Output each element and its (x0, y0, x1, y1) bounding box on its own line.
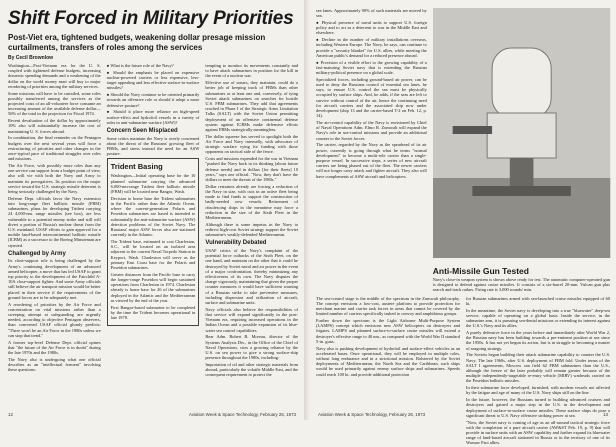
gun-housing (487, 113, 556, 158)
publication-line: Aviation Week & Space Technology, February 26, 1973 (318, 412, 426, 417)
left-page (0, 0, 304, 420)
body-paragraph: The Navy also is undergoing what one official describes as an "intellectual ferment" involving these questions: (8, 356, 101, 373)
right-top-columns (316, 8, 610, 296)
bullet-text: Decline in the number of military installations overseas, including Western Europe. The Navy, he says, can continue to provide a "security blanket" for U.S. allies, while meeting the American public's demand for a reduced presence abroad. (316, 37, 427, 58)
body-paragraph: A purely defensive force in the years before and immediately after World War 2, the Russian navy has been building towards a pre-eminent position at sea since the 1950s. It has not yet begun its action, but is in struggle to becoming a master of seagoing strategy. (466, 330, 610, 351)
body-paragraph: The dollar squeeze has served to spotlight both the Air Force and Navy internally, with advocates of strategic warfare vying for funding with those opponents on tactical side of the fence. (205, 133, 299, 155)
right-column-1-bottom (316, 296, 460, 447)
body-paragraph: Defense Dept. officials favor the Navy extension into long-range fleet ballistic missile (FBM) submarines, plans for developing Trident carrying 24 4,000-nm. range missiles (see box), are less vulnerable to a potential enemy strike and still will divert a portion of Russia's nuclear threat from the U.S. mainland. USAF efforts to gain approval for a mobile land-based intercontinental ballistic missile (ICBM) as a successor to the Boeing Minuteman are stymied. (8, 195, 101, 248)
body-paragraph: The carrier, regarded by the Navy as the spearhead of its air power, currently is going through what he terms "normal development" to become a multi-role carrier than a single-purpose vessel. In successive steps, a series of new aircraft carriers are being phased out of the fleet. The newer carriers will not longer carry attack and fighter aircraft. They also will have complements of ASW aircraft and helicopters. (316, 142, 427, 179)
body-paragraph: Its close-support role is being challenged by the Army's continuing development of an advanced armed helicopter, a move that has led USAF to grant top priority to the development of the Fairchild A-10A close-support fighter. And some Army officials still believe the air transport mission would be better placed in their service if the requirements of the ground forces are to be adequately met. (8, 258, 101, 300)
radar-dome (492, 48, 551, 118)
left-column-3 (205, 63, 298, 379)
body-paragraph: In the future, however, the Russians turned to building advanced cruisers and destroyers and gained a major step in the U.S. in the development and deployment of surface-to-surface cruise missiles. These surface ships do pose a significant threat to U.S. Navy offensive striking power at sea. (466, 397, 610, 418)
right-column-1-top (316, 8, 427, 296)
bullet-text: Should it place more reliance on high-speed surface-effect and hydrofoil vessels in a variety of roles in anti-submarine warfare (ASW)? (106, 109, 200, 125)
box-paragraph: Washington—Initial operating base for the 10 planned submarine carrying the advanced 6,000-nm-range Trident fleet ballistic missile (FBM) will be located near Bangor, Wash. (110, 173, 196, 194)
bullet-item: ● Should it place more reliance on high-speed surface-effect and hydrofoil vessels in a variety of roles in anti-submarine warfare (ASW)? (106, 109, 200, 125)
bullet-item: ● Decline in the number of military installations overseas, including Western Europe. The Navy, he says, can continue to provide a "security blanket" for U.S. allies, while meeting the American public's demand for a reduced presence abroad. (316, 37, 427, 58)
body-paragraph: tempting to monitor its movements constantly and to have attack submarines in position for the kill in the event of a nuclear war. (205, 63, 299, 79)
right-bottom-columns (316, 296, 610, 447)
article-deck: Post-Viet era, tightened budgets, weakening dollar presage mission curtailments, transfers of roles among the services (8, 33, 266, 52)
gun-barrel (452, 126, 491, 134)
page-footer-right (318, 412, 608, 417)
bullet-item: ● Provision of a visible effort to the growing capability of a fast-maturing Soviet navy that is extending the Russian military-political presence on a global scale. (316, 59, 427, 76)
page-number: 12 (8, 412, 13, 417)
bullet-item: ● Should the emphasis be placed on expensive nuclear-powered carriers or less expensive, less-target appealing and less effective surface-to-surface missiles? (106, 69, 200, 91)
body-paragraph: Dollar restraints already are forcing a reduction of the Navy in size, with cuts in an active fleet being made to find funds to support the construction of badly-needed new vessels. Retirement of obsolescing ships in the meantime may force a reduction in the size of the Sixth Fleet in the Mediterranean. (205, 183, 299, 221)
body-paragraph: Effective use of sonars, they maintain, could do a better job of keeping track of FBMs than other submarines or at least one and, conversely, of tying Soviet attack submarines on searches for hostile U.S. FBM submarines. They add that agreements reached in Phase I of the Strategic Arms Limitation Talks (SALT) with the Soviet Union permitting deployment of an offensive continental defense system against ICBMs make defensive efforts against FBMs strategically meaningless. (205, 80, 299, 133)
section-subhead: Challenged by Army (8, 250, 66, 257)
body-paragraph: A reordering of priorities by the Air Force and concentration on vital missions rather than a sweeping attempt at safeguarding are urgently needed, according to objective Pentagon observers, than concerned USAF official glumly predicts: "There won't be an Air Force in the 1980s unless we can stop that trend." (8, 301, 101, 338)
body-paragraph: Navy also is pushing development of hydrofoil and surface-effect vehicles as an accelerated bases. Once operational, they will be employed in multiple roles, without long endurance and in a strictional mission. Bolstered by the Soviet deployments of Mediterranean, the North Sea and the Caribbean, such ships would be used primarily against enemy surface ships and submarines. Speeds could reach 100 kt. and provide additional protection (316, 345, 460, 377)
body-paragraph: sea lanes. Approximately 90% of such materials are moved by sea. (316, 8, 427, 19)
body-paragraph: Navy officials also believe the responsibilities of that service will expand significantly in the post-Vietnam era, requiring increased operations in the Indian Ocean and a possible expansion of its blue-water sea control capabilities. (205, 306, 299, 333)
body-paragraph: Specialized forces, including ground-based air power, can be used to deny the Russians control of essential sea lanes, he says, to ensure U.S. control the sea must be physically occupied by surface ships. And, he adds, if the seas are left to survive without control of the air, hence the continuing need for aircraft carriers and the associated ship now under development (ship 13 and the carrier-based T-2 on Feb. 12, p. 14). (316, 76, 427, 119)
box-paragraph: First Bangor-based submarine to be completed by the time the Trident becomes operational in late 1978. (110, 304, 196, 320)
section-subhead: Concern Seen Misplaced (106, 128, 178, 135)
bullet-item: ● Physical presence of naval units to support U.S. foreign policy and to act as a deterrent to war in the Middle East and elsewhere. (316, 20, 427, 36)
body-paragraph: The Air Force, with possibly more roles than any one service can support from a budget point of view, also will vie with both the Navy and Army to maintain its prerogatives. Its position on the major service toward the U.S. strategic missile deterrent is being seriously challenged by the Navy. (8, 163, 101, 195)
right-page (310, 0, 616, 446)
left-column-2 (107, 63, 200, 379)
body-paragraph: Washington—Post-Vietnam era for the U. S. coupled with tightened defense budgets, increasing domestic spending demands and a weakening of the dollar on the world money mart will buy to major reordering of priorities among the military services. (8, 63, 101, 89)
left-columns (8, 63, 298, 379)
bullet-text: Provision of a visible effort to the growing capability of a fast-maturing Soviet navy that is extending the Russian military-political presence on a global scale. (316, 59, 427, 76)
body-paragraph: Although there is some impetus in the Navy to redirect high-cost Soviet strategy support the Soviet submarine's weakly-defended Mediterranean. (205, 221, 299, 238)
body-paragraph: The Soviets began building their attack submarine capability to counter the U.S. Navy. The late 1960s, after U.S. deployment of FBM fold. Under terms of the SALT I agreements, Moscow can field 62 FBM submarines than the U.S., although the freeze of the later probably will remain greater because of the multiple independently-targetable re-entry vehicle (MIRV) warheads carried on the Poseidon ballistic missiles. (466, 352, 610, 384)
photo-caption: Navy's close-in weapon system is shown above ready for test. The automatic computer-operated gun is designed to defend against cruise missiles. It consists of a six-barrel 20-mm. Vulcan gun plus search and track radars. Firing rate is 3,000 rounds/ min. (432, 277, 610, 293)
body-paragraph: In combination, the final reminder on the Pentagon budgets over the next several years will force a restructuring of priorities and other changes in the once-typical pace of traditional struggles over roles and missions. (8, 135, 101, 162)
body-paragraph: Rear Adm. Robert B. Moreau, director of the Systems Analysis Div., in the Office of the Chief of Naval Operations, cites a growing reliance by the U.S. on sea power to give a strong surface-ship presence throughout the 1980s, including: (205, 334, 299, 361)
page-footer-left (8, 412, 296, 417)
section-subhead: Vulnerability Debated (205, 240, 267, 247)
right-column-2-bottom (466, 296, 610, 447)
gun-mount (510, 158, 534, 186)
bullet-text: Physical presence of naval units to support U.S. foreign policy and to act as a deterrent to war in the Middle East and elsewhere. (316, 20, 427, 36)
box-paragraph: Greater distances from the Pacific base to carry the longer-range Poseidon will begin sustained operations from Charleston in 1974. Charleston already is home base for 26 of the submarines deployed in the Atlantic and the Mediterranean as viewed by the end of the year. (110, 271, 196, 303)
sidebar-box (107, 158, 200, 325)
body-paragraph: Recent devaluation of the dollar by approximately 10% also will substantially increase the cost of maintaining U. S. forces abroad. (8, 118, 101, 134)
body-paragraph: for Russian submarines armed with sea-launched cruise missiles equipped of 60 kt. (466, 295, 610, 306)
body-paragraph: A former top-level Defense Dept. official opines that "the future of the Air Force is in doubt" during the late 1970s and the 1980s. (8, 339, 101, 356)
article-byline: By Cecil Brownlow (8, 55, 54, 61)
box-paragraph: Decision to home base the Trident submarines in the Pacific rather than the Atlantic Ocean, where the current-generation Polaris and Poseidon submarines are based is intended to substantially the anti-submarine warfare (ASW) detection problems of the Soviet Navy. The Russians' major ASW forces also are stationed currently in the Atlantic. (110, 195, 196, 238)
bullet-text: Should the emphasis be placed on expensive nuclear-powered carriers or less expensive, less-target appealing and less effective surface-to-surface missiles? (106, 69, 200, 91)
body-paragraph: Costs and missions expended for the war in Vietnam "pushed the Navy back in its thinking [about future defense needs] and in dollars [for their fleets] 10 years," says one official. "Now, they don't have the dollars to meet the threats of the 1980s." (205, 156, 299, 183)
body-paragraph: The air-control capability of the Navy is envisioned by Chief of Naval Operations Adm. Elmo R. Zumwalt will expand the Navy's role in sea-control missions and provide an additional counter to the Soviet forces. (316, 120, 427, 141)
sidebar-box-title: Trident Basing (110, 162, 163, 172)
body-paragraph: USAF critics of the Navy's complaint of the potential force cutbacks of the Sixth Fleet, on the one hand, and maintain on the other that it could be destroyed by Soviet naval and air power in the event of a major confrontation, thereby minimizing any effectiveness of its own. The Navy disputes the charge vigorously, maintaining that given the proper counter measures it would have sufficient warning of a Russian strike to take preventive measures, including dispersion and utilization of aircraft, surface and submarine units. (205, 247, 299, 305)
left-column-1 (8, 63, 101, 379)
publication-line: Aviation Week & Space Technology, February 26, 1973 (188, 412, 296, 417)
page-number: 13 (603, 412, 608, 417)
body-paragraph: The sea-control stage is the middle of the spectrum in the Zumwalt philosophy. The concept envisions a low-cost, austere platform to provide protection for merchant marine and carrier task forces in areas that cannot be covered by the limited number of carriers specifically tasked to convoy and amphibious groups. (316, 295, 460, 317)
bullet-text: What is the future role of the Navy? (110, 63, 174, 68)
photo-caption-title: Anti-Missile Gun Tested (432, 266, 529, 276)
bullet-text: Should the Navy continue to be oriented primarily towards an offensive role or should it adopt a more defensive posture? (106, 92, 200, 108)
bullet-item: ● Should the Navy continue to be oriented primarily towards an offensive role or should it adopt a more defensive posture? (106, 92, 200, 108)
body-paragraph: In their submarine force developed, furnished, with modern vessels not affected by the fatigue and age of many of the U.S. Navy ships still on the line. (466, 385, 610, 396)
body-paragraph: Further down the spectrum is the Light Airborne Multi-Purpose System (LAMPS) concept which envisions new ASW helicopters on destroyers and frigates. LAMPS and planned surface-to-surface cruise missiles will extend a destroyer's effective range to 40 nm., as compared with the World War II standard 5-in. guns. (316, 318, 460, 344)
body-paragraph: Some critics maintain the Navy is overly concerned about the threat of the Russians' growing fleet of FBMs, and stress instead the need for an ASW posture. (106, 135, 200, 157)
mount-base (472, 186, 570, 196)
box-paragraph: The Trident base, estimated to cost Charleston, S.C., will be located on an isolated area adjacent to the current Naval Torpedo Station in Keyport, Wash. Charleston will serve as the primary East Coast base for the Polaris and Poseidon submarines. (110, 238, 196, 270)
article-headline: Shift Forced in Military Priorities (8, 8, 294, 29)
body-paragraph: In the meantime, the Soviet navy is developing into a true "bluewater" deep-sea service, capable of operating on a global basis. Inside the service, in the submarine arm, it is pursuing sea-denial missions or extending its interest against the U.S.'s Navy and its allies. (466, 307, 610, 329)
body-paragraph: "Now, the Soviet navy is coming of age as an all-around tactical strategic force with the completion of a pure aircraft carrier (AW&ST Feb. 19, p. 9) that will provide in surface units with an ASW capability and further expand its bluewater range of land-based aircraft stationed in Russia or in the territory of one of its Warsaw Pact allies. (466, 419, 610, 446)
body-paragraph: Some missions will have to be curtailed, some roles possibly transferred among the services as the projected costs of an all-volunteer force consume an increasing amount of the available defense dollar—56% of the total in the projection for Fiscal 1974. (8, 90, 101, 117)
body-paragraph: Importation of oil and other strategic materials from abroad, particularly the volatile Middle East, and the consequent requirement to protect the (205, 362, 299, 378)
right-photo-column (433, 8, 610, 296)
missile-launcher-photo (433, 8, 610, 258)
bullet-item: ● What is the future role of the Navy? (106, 63, 174, 68)
